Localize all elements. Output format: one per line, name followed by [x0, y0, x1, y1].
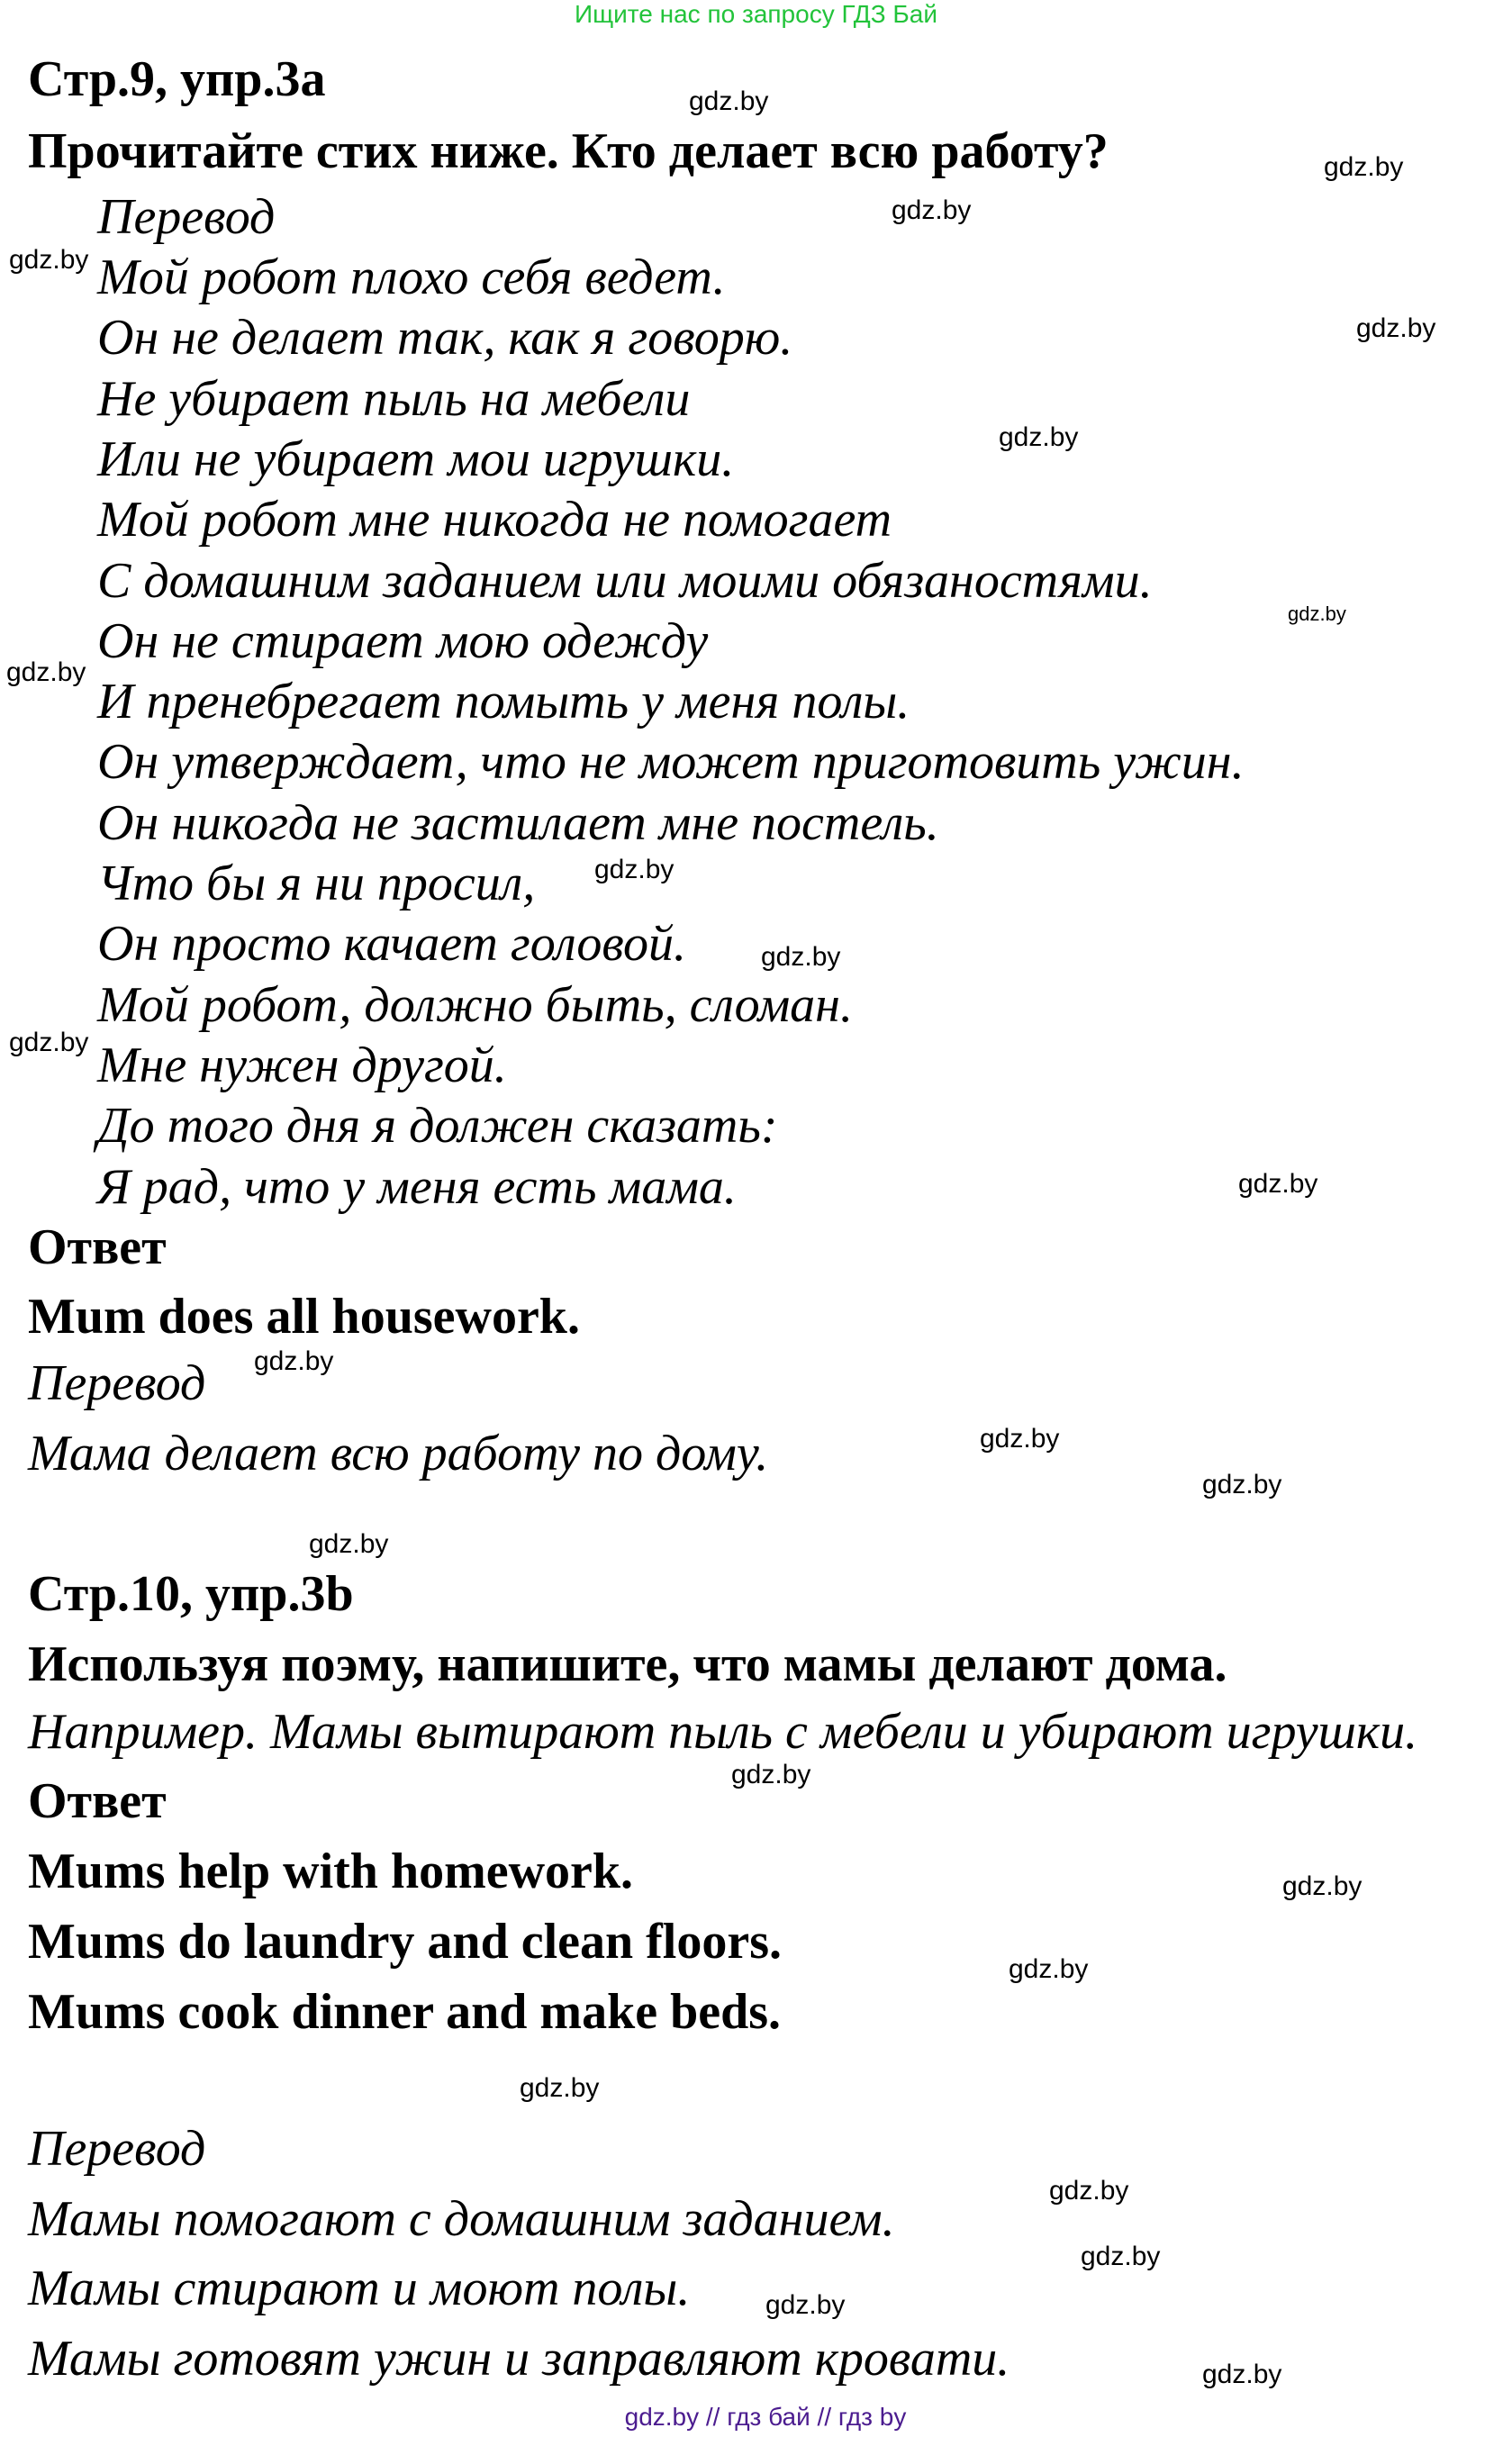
poem-line: С домашним заданием или моими обязаностями. — [97, 552, 1153, 609]
answer-line: Mums do laundry and clean floors. — [28, 1914, 782, 1970]
watermark-text: gdz.by — [1356, 313, 1436, 343]
section2-title: Стр.10, упр.3b — [28, 1566, 354, 1622]
search-hint-banner[interactable]: Ищите нас по запросу ГДЗ Бай — [574, 0, 938, 28]
section2-task: Используя поэму, напишите, что мамы делают дома. — [28, 1636, 1227, 1692]
poem-line: Я рад, что у меня есть мама. — [97, 1158, 737, 1215]
poem-line: Что бы я ни просил, — [97, 856, 536, 911]
answer-translation: Мама делает всю работу по дому. — [28, 1426, 769, 1481]
poem-line: Он никогда не застилает мне постель. — [97, 794, 939, 851]
section1-title: Стр.9, упр.3а — [28, 51, 326, 107]
watermark-text: gdz.by — [1202, 1470, 1282, 1499]
poem-line: Мой робот мне никогда не помогает — [97, 492, 892, 548]
poem-line: Он утверждает, что не может приготовить ужин. — [97, 734, 1245, 791]
translation-label: Перевод — [97, 189, 276, 245]
section1-task: Прочитайте стих ниже. Кто делает всю работу? — [28, 123, 1109, 179]
watermark-text: gdz.by — [6, 657, 86, 687]
footer-links[interactable]: gdz.by // гдз бай // гдз by — [624, 2403, 907, 2431]
poem-line: Или не убирает мои игрушки. — [97, 430, 735, 487]
translation-label: Перевод — [28, 2121, 206, 2177]
watermark-text: gdz.by — [520, 2073, 600, 2103]
watermark-text: gdz.by — [980, 1424, 1060, 1454]
watermark-text: gdz.by — [1202, 2360, 1282, 2389]
watermark-text: gdz.by — [1324, 152, 1404, 182]
watermark-text: gdz.by — [765, 2290, 846, 2320]
translation-line: Мамы готовят ужин и заправляют кровати. — [28, 2331, 1010, 2387]
watermark-text: gdz.by — [1282, 1871, 1363, 1901]
answer-line: Mums help with homework. — [28, 1844, 634, 1899]
watermark-text: gdz.by — [1288, 602, 1346, 625]
poem-line: Он не делает так, как я говорю. — [97, 310, 793, 367]
poem-line: И пренебрегает помыть у меня полы. — [97, 674, 910, 730]
poem-line: До того дня я должен сказать: — [97, 1098, 778, 1155]
watermark-text: gdz.by — [999, 422, 1079, 452]
watermark-text: gdz.by — [731, 1760, 811, 1789]
answer-label: Ответ — [28, 1219, 167, 1275]
example-text: Например. Мамы вытирают пыль с мебели и убирают игрушки. — [28, 1704, 1418, 1760]
answer-label: Ответ — [28, 1773, 167, 1829]
translation-label: Перевод — [28, 1355, 206, 1411]
poem-line: Мой робот, должно быть, сломан. — [97, 976, 853, 1033]
watermark-text: gdz.by — [9, 1028, 89, 1057]
poem-line: Мой робот плохо себя ведет. — [97, 249, 726, 305]
poem-line: Он просто качает головой. — [97, 916, 686, 973]
watermark-text: gdz.by — [892, 195, 972, 225]
poem-line: Мне нужен другой. — [97, 1037, 507, 1093]
poem-line: Не убирает пыль на мебели — [97, 370, 691, 427]
poem-line: Он не стирает мою одежду — [97, 612, 709, 669]
answer-line: Mums cook dinner and make beds. — [28, 1984, 782, 2040]
watermark-text: gdz.by — [9, 245, 89, 275]
translation-line: Мамы стирают и моют полы. — [28, 2260, 691, 2316]
watermark-text: gdz.by — [1009, 1954, 1089, 1984]
watermark-text: gdz.by — [1238, 1169, 1318, 1199]
translation-line: Мамы помогают с домашним заданием. — [28, 2191, 895, 2247]
watermark-text: gdz.by — [309, 1529, 389, 1559]
answer-text: Mum does all housework. — [28, 1289, 580, 1345]
watermark-text: gdz.by — [594, 855, 675, 884]
watermark-text: gdz.by — [1049, 2176, 1129, 2206]
watermark-text: gdz.by — [254, 1346, 334, 1376]
watermark-text: gdz.by — [761, 942, 841, 972]
watermark-text: gdz.by — [1081, 2242, 1161, 2271]
watermark-text: gdz.by — [689, 86, 769, 116]
